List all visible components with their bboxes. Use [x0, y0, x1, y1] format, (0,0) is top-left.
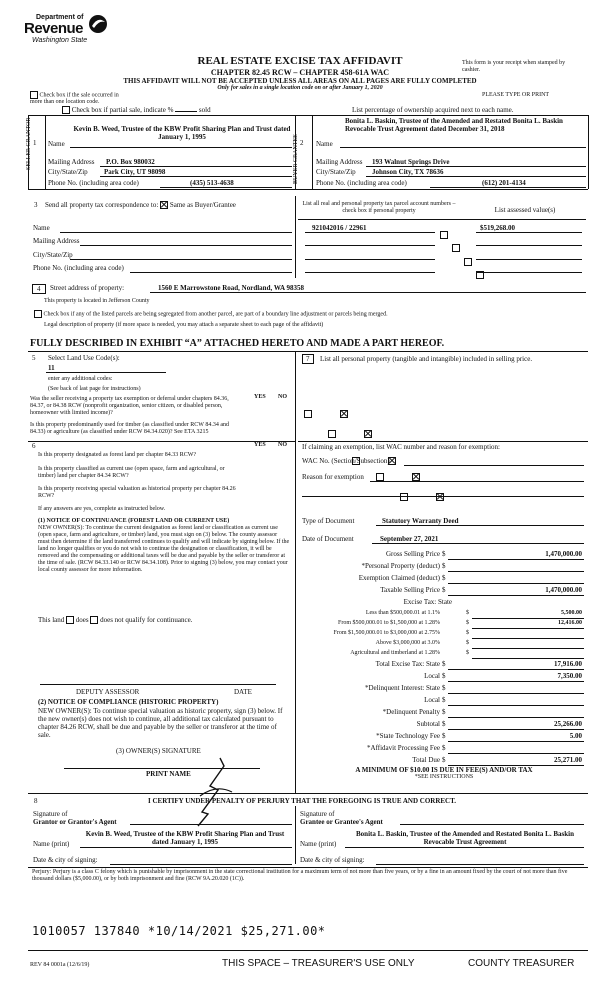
- section6-q1: Is this property designated as forest land per chapter 84.33 RCW?: [38, 452, 197, 458]
- buyer-mail-label: Mailing Address: [316, 158, 363, 166]
- q1-no-checkbox[interactable]: [340, 410, 348, 418]
- if-any-yes: If any answers are yes, complete as instructed below.: [38, 506, 166, 512]
- section8-num: 8: [34, 797, 38, 805]
- yes-head-1: YES: [254, 394, 266, 400]
- grantee-date-city: Date & city of signing:: [300, 856, 365, 864]
- sale-row-label: Excise Tax: State: [403, 598, 452, 606]
- form-number: REV 84 0001a (12/6/19): [30, 962, 90, 968]
- sale-row-value: 5.00: [569, 732, 582, 740]
- logo-state: Washington State: [32, 37, 88, 44]
- parcel-assessed-value: $519,268.00: [480, 224, 515, 232]
- q1-yes-checkbox[interactable]: [304, 410, 312, 418]
- perjury-text: Perjury: Perjury is a class C felony which is punishable by imprisonment in the state correctional institution for a maximum term of not more than five years, or by a fine in an amount fixed by the court of not more than five thousand dollars ($5,000.00), or by both imprisonment and fine (RCW 9A.20.020 (1C)).: [32, 869, 568, 882]
- multi-location-checkbox[interactable]: [30, 91, 38, 99]
- sale-row-label: *Affidavit Processing Fee: [367, 744, 440, 752]
- sale-row-currency: $: [442, 660, 446, 668]
- ownership-pct-note: List percentage of ownership acquired next to each name.: [352, 106, 514, 114]
- receipt-note: This form is your receipt when stamped by cashier.: [462, 60, 566, 73]
- form-only-for: Only for sales in a single location code on or after January 1, 2020: [217, 85, 383, 91]
- logo-name: Revenue: [24, 20, 84, 37]
- section5-q1: Was the seller receiving a property tax exemption or deferral under chapters 84.36, 84.37, or 84.38 RCW (nonprofit organization, senior citizen, or disabled person, homeowner with limited income)?: [30, 396, 229, 416]
- section3-name-label: Name: [33, 224, 50, 232]
- parcel-number: 921042016 / 22961: [312, 224, 367, 232]
- section3-city-label: City/State/Zip: [33, 251, 73, 259]
- buyer-phone: (612) 201-4134: [482, 179, 526, 187]
- sale-row-line: [448, 595, 584, 596]
- sale-row-line: [448, 705, 584, 706]
- sig-grantor-label: Signature of Grantor or Grantor's Agent: [33, 810, 117, 826]
- section7-num: 7: [302, 354, 314, 364]
- sale-row-line: [448, 729, 584, 730]
- sig-grantee-label: Signature of Grantee or Grantee's Agent: [300, 810, 383, 826]
- seller-num: 1: [33, 139, 37, 147]
- form-notice: THIS AFFIDAVIT WILL NOT BE ACCEPTED UNLESS ALL AREAS ON ALL PAGES ARE FULLY COMPLETED: [123, 77, 477, 85]
- section6-num: 6: [32, 442, 36, 450]
- s6q3-no-checkbox[interactable]: [436, 493, 444, 501]
- same-as-buyer-checkbox[interactable]: [160, 201, 168, 209]
- doc-type: Statutory Warranty Deed: [382, 517, 459, 525]
- seller-mail: P.O. Box 980032: [106, 158, 155, 166]
- buyer-num: 2: [300, 139, 304, 147]
- street-address: 1560 E Marrowstone Road, Nordland, WA 98358: [158, 284, 304, 292]
- section3-text: Send all property tax correspondence to: Same as Buyer/Grantee: [45, 201, 236, 209]
- sale-row-currency: $: [442, 672, 446, 680]
- section3-num: 3: [34, 201, 38, 209]
- buyer-mail: 193 Walnut Springs Drive: [372, 158, 450, 166]
- logo-dept: Department of: [36, 14, 84, 21]
- sale-row-label: Local: [424, 696, 440, 704]
- sale-row-currency: $: [442, 732, 446, 740]
- sale-row-line: [448, 693, 584, 694]
- sale-row-currency: $: [442, 562, 446, 570]
- sale-row-label: Taxable Selling Price: [380, 586, 440, 594]
- sale-row-line: [472, 638, 584, 639]
- partial-sale-checkbox[interactable]: [62, 106, 70, 114]
- buyer-name-label: Name: [316, 140, 333, 148]
- parcel3-personal-checkbox[interactable]: [464, 258, 472, 266]
- sale-row-currency: $: [442, 684, 446, 692]
- land-use-label: Select Land Use Code(s):: [48, 354, 120, 362]
- reason-label: Reason for exemption: [302, 473, 364, 481]
- sale-row-line: [472, 648, 584, 649]
- sale-row-value: 5,500.00: [561, 610, 582, 616]
- does-not-checkbox[interactable]: [90, 616, 98, 624]
- seller-name-label: Name: [48, 140, 65, 148]
- doc-date-label: Date of Document: [302, 535, 354, 543]
- section5-q2: Is this property predominantly used for timber (as classified under RCW 84.34 and 84.33) or agriculture (as classified under RCW 84.34.020)? See ETA 3215: [30, 422, 230, 435]
- street-label: Street address of property:: [50, 284, 125, 292]
- seller-mail-label: Mailing Address: [48, 158, 95, 166]
- section6-q2: Is this property classified as current use (open space, farm and agricultural, or timber) land per chapter 84.34 RCW?: [38, 466, 225, 479]
- seller-name: Kevin B. Weed, Trustee of the KBW Profit Sharing Plan and Trust dated January 1, 1995: [73, 125, 291, 141]
- parcel2-personal-checkbox[interactable]: [452, 244, 460, 252]
- sale-row-currency: $: [442, 756, 446, 764]
- buyer-name: Bonita L. Baskin, Trustee of the Amended and Restated Bonita L. Baskin Revocable Trust Agreement dated December 31, 2018: [345, 117, 563, 133]
- county-line: This property is located in Jefferson County: [44, 298, 150, 304]
- grantor-name-print: Kevin B. Weed, Trustee of the KBW Profit Sharing Plan and Trust dated January 1, 1995: [85, 830, 285, 846]
- sale-row-line: [448, 753, 584, 754]
- sale-row-label: Subtotal: [416, 720, 440, 728]
- sale-row-label: Total Due: [412, 756, 440, 764]
- sale-row-label: Gross Selling Price: [385, 550, 440, 558]
- s6q3-yes-checkbox[interactable]: [400, 493, 408, 501]
- sale-row-label: Agricultural and timberland at 1.28%: [350, 650, 440, 656]
- sale-row-label: Exemption Claimed (deduct): [358, 574, 440, 582]
- form-chapter: CHAPTER 82.45 RCW – CHAPTER 458-61A WAC: [210, 68, 390, 77]
- sale-row-line: [448, 669, 584, 670]
- treasurer-use: THIS SPACE – TREASURER'S USE ONLY: [222, 958, 415, 969]
- sale-row-label: *Delinquent Interest: State: [364, 684, 440, 692]
- buyer-phone-label: Phone No. (including area code): [316, 179, 407, 187]
- owner-signature: (3) OWNER(S) SIGNATURE: [116, 747, 201, 755]
- buyer-city-label: City/State/Zip: [316, 168, 356, 176]
- sale-row-label: Total Excise Tax: State: [375, 660, 440, 668]
- sale-row-currency: $: [442, 574, 446, 582]
- sale-row-label: From $1,500,000.01 to $3,000,000 at 2.75%: [333, 630, 440, 636]
- land-use-code: 11: [48, 364, 55, 372]
- q2-yes-checkbox[interactable]: [328, 430, 336, 438]
- signature-scribble: [180, 756, 250, 828]
- sale-row-line: [448, 741, 584, 742]
- type-print-note: PLEASE TYPE OR PRINT: [482, 92, 550, 98]
- sale-row-line: [448, 559, 584, 560]
- sale-row-currency: $: [442, 708, 446, 716]
- no-head-2: NO: [278, 442, 287, 448]
- sale-row-value: 12,416.00: [558, 620, 582, 626]
- grantor-name-print-label: Name (print): [33, 840, 70, 848]
- doc-date: September 27, 2021: [380, 535, 439, 543]
- minimum-note: A MINIMUM OF $10.00 IS DUE IN FEE(S) AND/OR TAX: [355, 766, 533, 774]
- no-head-1: NO: [278, 394, 287, 400]
- buyer-side-label: BUYER GRANTEE: [293, 134, 299, 184]
- see-back: (See back of last page for instructions): [48, 386, 141, 392]
- seller-city-label: City/State/Zip: [48, 168, 88, 176]
- sale-row-currency: $: [442, 720, 446, 728]
- assessed-head: List assessed value(s): [494, 206, 556, 214]
- sale-row-currency: $: [466, 630, 469, 636]
- sale-row-label: *Delinquent Penalty: [382, 708, 440, 716]
- section3-mail-label: Mailing Address: [33, 237, 80, 245]
- sale-row-currency: $: [442, 744, 446, 752]
- exemption-text: If claiming an exemption, list WAC number and reason for exemption:: [302, 443, 500, 451]
- sale-row-value: 1,470,000.00: [545, 586, 582, 594]
- sale-row-value: 7,350.00: [557, 672, 582, 680]
- q2-no-checkbox[interactable]: [364, 430, 372, 438]
- see-instructions: *SEE INSTRUCTIONS: [414, 774, 474, 780]
- personal-property-text: List all personal property (tangible and intangible) included in selling price.: [320, 355, 533, 363]
- section6-q3: Is this property receiving special valuation as historical property per chapter 84.26 RCW?: [38, 486, 236, 499]
- notice1-title: (1) NOTICE OF CONTINUANCE (FOREST LAND OR CURRENT USE): [38, 518, 230, 524]
- parcels-head: List all real and personal property tax parcel account numbers – check box if personal property: [302, 201, 456, 214]
- certify-text: I CERTIFY UNDER PENALTY OF PERJURY THAT THE FOREGOING IS TRUE AND CORRECT.: [148, 797, 457, 805]
- sale-row-value: 25,266.00: [554, 720, 582, 728]
- sale-row-currency: $: [466, 650, 469, 656]
- sale-row-line: [472, 628, 584, 629]
- multi-location-check: Check box if the sale occurred in more than one location code.: [30, 92, 119, 106]
- section3-phone-label: Phone No. (including area code): [33, 264, 124, 272]
- notice2-title: (2) NOTICE OF COMPLIANCE (HISTORIC PROPERTY): [38, 698, 219, 706]
- deputy-assessor: DEPUTY ASSESSOR: [76, 688, 140, 696]
- notice2-body: NEW OWNER(S): To continue special valuation as historic property, sign (3) below. If the new owner(s) does not wish to continue, all additional tax calculated pursuant to chapter 84.26 RCW, shall be due and payable by the seller or transferor at the time of sale.: [38, 707, 283, 739]
- seller-side-label: SELLER GRANTOR: [26, 117, 32, 170]
- sale-row-label: Local: [424, 672, 440, 680]
- sale-row-line: [472, 658, 584, 659]
- treasurer-stamp: 1010057 137840 *10/14/2021 $25,271.00*: [32, 924, 326, 938]
- additional-codes: enter any additional codes:: [48, 376, 113, 382]
- section4-num: 4: [32, 284, 46, 294]
- logo: [24, 14, 114, 54]
- sale-row-label: From $500,000.01 to $1,500,000 at 1.28%: [338, 620, 440, 626]
- parcel1-personal-checkbox[interactable]: [440, 231, 448, 239]
- exhibit-line: FULLY DESCRIBED IN EXHIBIT “A” ATTACHED HERETO AND MADE A PART HEREOF.: [30, 338, 445, 349]
- doc-type-label: Type of Document: [302, 517, 355, 525]
- sale-row-label: Less than $500,000.01 at 1.1%: [365, 610, 440, 616]
- sale-row-value: 25,271.00: [554, 756, 582, 764]
- partial-sale-check: Check box if partial sale, indicate % sold: [62, 106, 211, 114]
- continuance-line: This land does does not qualify for continuance.: [38, 616, 193, 624]
- grantee-name-print-label: Name (print): [300, 840, 337, 848]
- sale-row-currency: $: [466, 640, 469, 646]
- sale-row-value: 1,470,000.00: [545, 550, 582, 558]
- yes-head-2: YES: [254, 442, 266, 448]
- county-treasurer: COUNTY TREASURER: [468, 958, 575, 969]
- sale-row-line: [448, 571, 584, 572]
- form-title: REAL ESTATE EXCISE TAX AFFIDAVIT: [197, 55, 403, 67]
- sale-row-currency: $: [442, 586, 446, 594]
- sale-row-line: [472, 618, 584, 619]
- seller-phone-label: Phone No. (including area code): [48, 179, 139, 187]
- segregated-check: Check box if any of the listed parcels are being segregated from another parcel, are part of a boundary line adjustment or parcels being merged.: [34, 310, 388, 318]
- sale-row-value: 17,916.00: [554, 660, 582, 668]
- wac-label: WAC No. (Section/Subsection): [302, 457, 390, 465]
- sale-row-currency: $: [466, 610, 469, 616]
- sale-row-currency: $: [466, 620, 469, 626]
- sale-row-label: Above $3,000,000 at 3.0%: [375, 640, 440, 646]
- segregated-checkbox[interactable]: [34, 310, 42, 318]
- revenue-swoosh-icon: [86, 14, 110, 34]
- sale-row-currency: $: [442, 696, 446, 704]
- sale-row-line: [448, 583, 584, 584]
- grantor-date-city: Date & city of signing:: [33, 856, 98, 864]
- sale-row-label: *Personal Property (deduct): [361, 562, 440, 570]
- sale-row-line: [448, 717, 584, 718]
- sale-row-currency: $: [442, 550, 446, 558]
- notice1-body: NEW OWNER(S): To continue the current designation as forest land or classification as current use (open space, farm and agriculture, or timber) land, you must sign on (3) below. The county assessor must then determine if the land transferred continues to qualify and will indicate by signing below. If the land no longer qualifies or you do not wish to continue the designation or classification, it will be removed and the compensating or additional taxes will be due and payable by the seller or transferor at the time of sale. (RCW 84.33.140 or RCW 84.34.108). Prior to signing (3) below, you may contact your local county assessor for more information.: [38, 525, 290, 573]
- seller-city: Park City, UT 98098: [104, 168, 166, 176]
- sale-row-line: [448, 681, 584, 682]
- does-checkbox[interactable]: [66, 616, 74, 624]
- legal-desc-label: Legal description of property (if more space is needed, you may attach a separate sheet to each page of the affidavit): [44, 322, 324, 328]
- seller-phone: (435) 513-4638: [190, 179, 234, 187]
- print-name: PRINT NAME: [146, 770, 191, 778]
- deputy-date: DATE: [234, 688, 252, 696]
- buyer-city: Johnson City, TX 78636: [372, 168, 444, 176]
- section5-num: 5: [32, 354, 36, 362]
- grantee-name-print: Bonita L. Baskin, Trustee of the Amended and Restated Bonita L. Baskin Revocable Trust Agreement: [356, 830, 574, 846]
- sale-row-label: *State Technology Fee: [376, 732, 440, 740]
